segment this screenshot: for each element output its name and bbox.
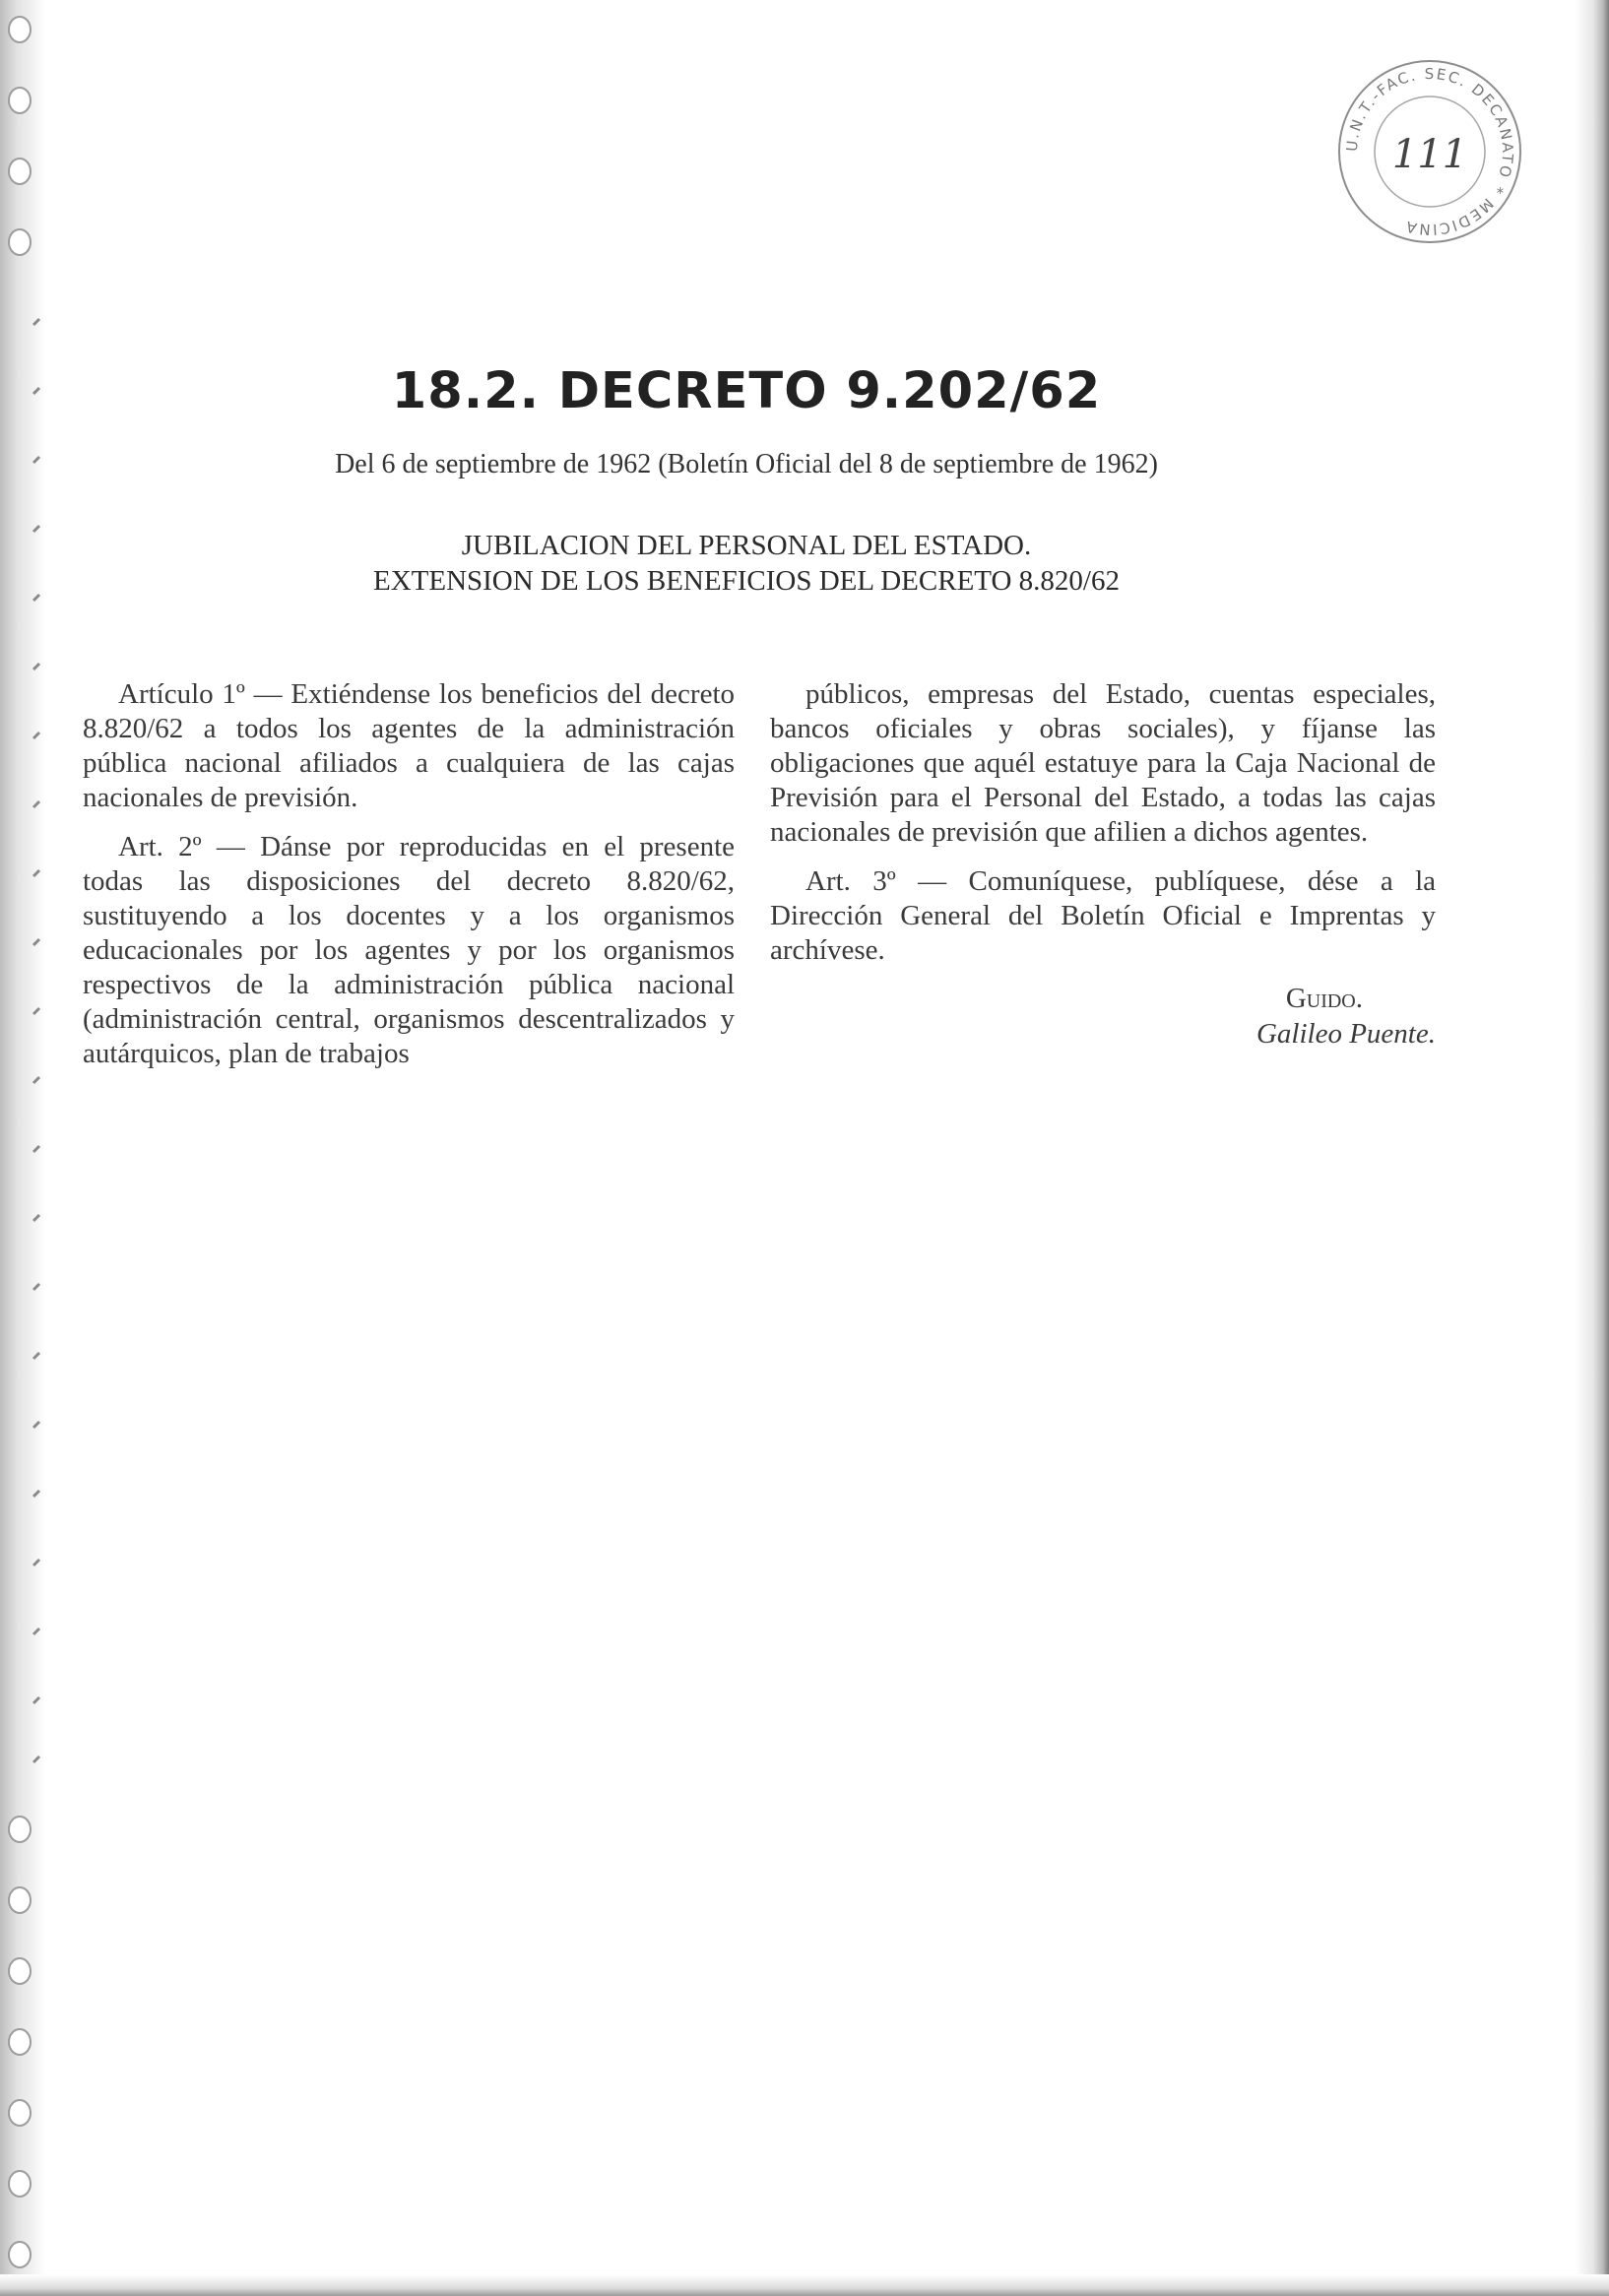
article-2-paragraph: Art. 2º — Dánse por reproducidas en el presente todas las disposiciones del decreto 8.820/62, sustituyendo a los docentes y a los organismos educacionales por los agentes y por los organismos respectivos de la administración pública nacional (administración central, organismos descentralizados y autárquicos, plan de trabajos xyxy=(83,831,735,1069)
right-column xyxy=(770,677,1436,1052)
signer-guido: Guido. xyxy=(1285,983,1363,1014)
article-3-paragraph: Art. 3º — Comuníquese, publíquese, dése a la Dirección General del Boletín Oficial e Imprentas y archívese. xyxy=(770,865,1436,966)
left-column xyxy=(83,677,735,1086)
document-title: 18.2. DECRETO 9.202/62 xyxy=(391,362,1102,420)
stamp-ring-text: U.N.T.-FAC. SEC. DECANATO * MEDICINA xyxy=(1342,64,1517,239)
bottom-page-edge xyxy=(0,2274,1609,2296)
subtitle-line-1: JUBILACION DEL PERSONAL DEL ESTADO. xyxy=(461,530,1032,561)
subtitle-line-2: EXTENSION DE LOS BENEFICIOS DEL DECRETO 8.820/62 xyxy=(372,565,1120,597)
article-2-continuation: públicos, empresas del Estado, cuentas especiales, bancos oficiales y obras sociales), y fíjanse las obligaciones que aquél estatuye para la Caja Nacional de Previsión para el Personal del Estado, a todas las cajas nacionales de previsión que afilien a dichos agentes. xyxy=(770,678,1436,848)
signer-galileo-puente: Galileo Puente. xyxy=(1255,1018,1436,1050)
signatures xyxy=(770,981,1436,1052)
faculty-seal-stamp xyxy=(1331,53,1528,250)
right-page-edge xyxy=(1576,0,1609,2296)
date-line: Del 6 de septiembre de 1962 (Boletín Oficial del 8 de septiembre de 1962) xyxy=(335,449,1158,479)
stamp-page-number: 111 xyxy=(1391,132,1468,177)
spiral-binding-holes xyxy=(4,0,43,2296)
article-1-paragraph: Artículo 1º — Extiéndense los beneficios del decreto 8.820/62 a todos los agentes de la administración pública nacional afiliados a cualquiera de las cajas nacionales de previsión. xyxy=(83,678,735,813)
